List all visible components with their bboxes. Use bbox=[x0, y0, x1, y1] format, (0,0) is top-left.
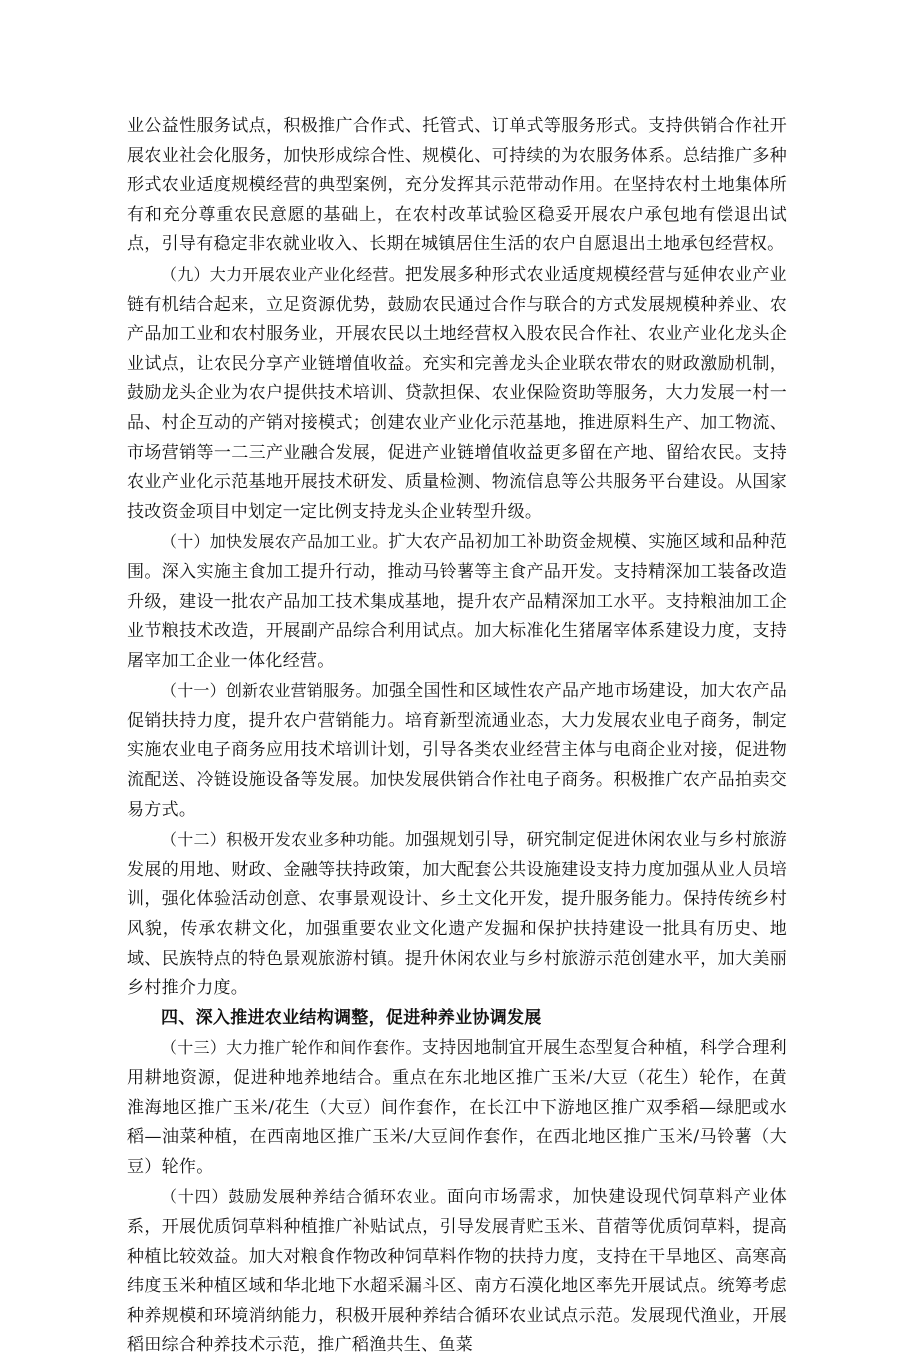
paragraph-heading: （十二）积极开发农业多种功能。 bbox=[161, 830, 405, 850]
paragraph-intro bbox=[127, 112, 787, 260]
paragraph-section-11 bbox=[127, 676, 787, 825]
paragraph-text: 加强规划引导，研究制定促进休闲农业与乡村旅游发展的用地、财政、金融等扶持政策，加大配套公共设施建设支持力度加强从业人员培训，强化体验活动创意、农事景观设计、乡土文化开发，提升服务能力。保持传统乡村风貌，传承农耕文化，加强重要农业文化遗产发掘和保护扶持建设一批具有历史、地域、民族特点的特色景观旅游村镇。提升休闲农业与乡村旅游示范创建水平，加大美丽乡村推介力度。 bbox=[127, 830, 787, 999]
paragraph-section-10 bbox=[127, 527, 787, 676]
document-page bbox=[127, 112, 787, 1361]
paragraph-heading: （十四）鼓励发展种养结合循环农业。 bbox=[161, 1187, 448, 1207]
paragraph-section-9 bbox=[127, 260, 787, 527]
paragraph-heading: （十）加快发展农产品加工业。 bbox=[161, 532, 389, 552]
paragraph-section-13 bbox=[127, 1033, 787, 1182]
paragraph-text: 把发展多种形式农业适度规模经营与延伸农业产业链有机结合起来，立足资源优势，鼓励农民通过合作与联合的方式发展规模种养业、农产品加工业和农村服务业，开展农民以土地经营权入股农民合作社、农业产业化龙头企业试点，让农民分享产业链增值收益。充实和完善龙头企业联农带农的财政激励机制，鼓励龙头企业为农户提供技术培训、贷款担保、农业保险资助等服务，大力发展一村一品、村企互动的产销对接模式；创建农业产业化示范基地，推进原料生产、加工物流、市场营销等一二三产业融合发展，促进产业链增值收益更多留在产地、留给农民。支持农业产业化示范基地开展技术研发、质量检测、物流信息等公共服务平台建设。从国家技改资金项目中划定一定比例支持龙头企业转型升级。 bbox=[127, 264, 787, 522]
paragraph-text: 业公益性服务试点，积极推广合作式、托管式、订单式等服务形式。支持供销合作社开展农业社会化服务，加快形成综合性、规模化、可持续的为农服务体系。总结推广多种形式农业适度规模经营的典型案例，充分发挥其示范带动作用。在坚持农村土地集体所有和充分尊重农民意愿的基础上，在农村改革试验区稳妥开展农户承包地有偿退出试点，引导有稳定非农就业收入、长期在城镇居住生活的农户自愿退出土地承包经营权。 bbox=[127, 116, 787, 255]
paragraph-text: 扩大农产品初加工补助资金规模、实施区域和品种范围。深入实施主食加工提升行动，推动马铃薯等主食产品开发。支持精深加工装备改造升级，建设一批农产品加工技术集成基地，提升农产品精深加工水平。支持粮油加工企业节粮技术改造，开展副产品综合利用试点。加大标准化生猪屠宰体系建设力度，支持屠宰加工企业一体化经营。 bbox=[127, 532, 787, 671]
paragraph-text: 加强全国性和区域性农产品产地市场建设，加大农产品促销扶持力度，提升农户营销能力。培育新型流通业态，大力发展农业电子商务，制定实施农业电子商务应用技术培训计划，引导各类农业经营主体与电商企业对接，促进物流配送、冷链设施设备等发展。加快发展供销合作社电子商务。积极推广农产品拍卖交易方式。 bbox=[127, 681, 787, 820]
section-heading-4: 四、深入推进农业结构调整，促进种养业协调发展 bbox=[161, 1007, 542, 1028]
paragraph-section-14 bbox=[127, 1182, 787, 1361]
paragraph-heading: （十一）创新农业营销服务。 bbox=[161, 681, 372, 701]
paragraph-heading: （九）大力开展农业产业化经营。 bbox=[161, 264, 405, 284]
paragraph-heading: （十三）大力推广轮作和间作套作。 bbox=[161, 1038, 422, 1058]
paragraph-text: 面向市场需求，加快建设现代饲草料产业体系，开展优质饲草料种植推广补贴试点，引导发展青贮玉米、苜蓿等优质饲草料，提高种植比较效益。加大对粮食作物改种饲草料作物的扶持力度，支持在干旱地区、高寒高纬度玉米种植区域和华北地下水超采漏斗区、南方石漠化地区率先开展试点。统筹考虑种养规模和环境消纳能力，积极开展种养结合循环农业试点示范。发展现代渔业，开展稻田综合种养技术示范，推广稻渔共生、鱼菜 bbox=[127, 1187, 788, 1356]
paragraph-section-12 bbox=[127, 825, 787, 1004]
paragraph-text: 支持因地制宜开展生态型复合种植，科学合理利用耕地资源，促进种地养地结合。重点在东北地区推广玉米/大豆（花生）轮作，在黄淮海地区推广玉米/花生（大豆）间作套作，在长江中下游地区推广双季稻—绿肥或水稻—油菜种植，在西南地区推广玉米/大豆间作套作，在西北地区推广玉米/马铃薯（大豆）轮作。 bbox=[127, 1038, 787, 1177]
